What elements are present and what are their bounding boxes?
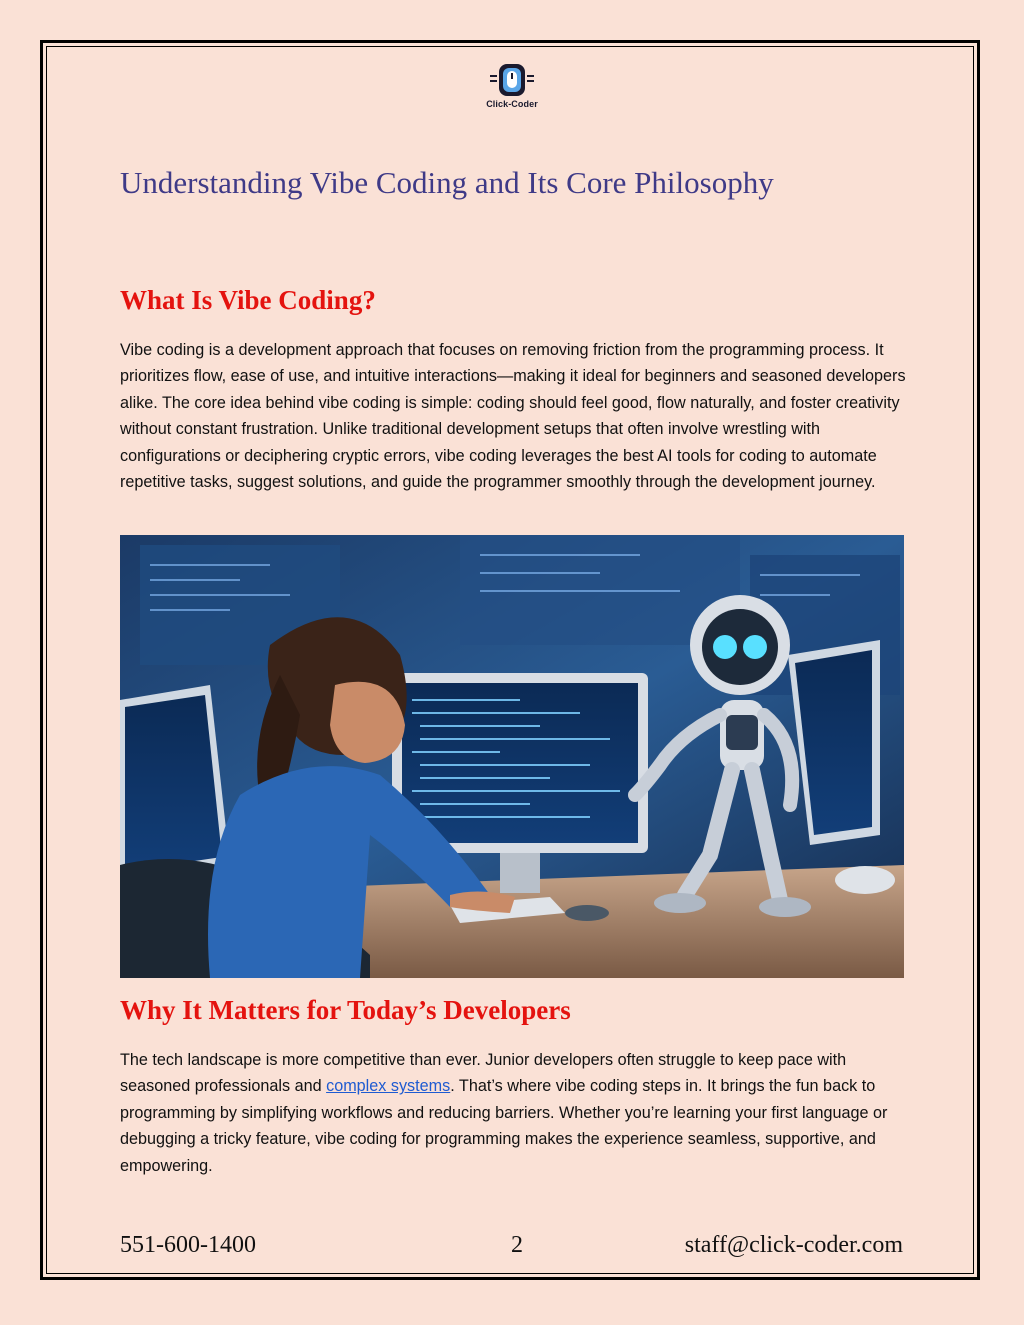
paragraph-text-before-link: The tech landscape is more competitive than ever. Junior developers often struggle to keep pace with seasoned professionals and bbox=[120, 1051, 847, 1096]
paragraph-text-after-link: . That’s where vibe coding steps in. It brings the fun back to programming by simplifying workflows and reducing barriers. Whether you’re learning your first language or debugging a tricky feature, vibe coding for programming makes the experience seamless, supportive, and empowering. bbox=[120, 1077, 888, 1175]
developer-with-robot-illustration bbox=[120, 535, 904, 978]
brand-logo bbox=[478, 62, 546, 122]
footer-page-number: 2 bbox=[511, 1232, 523, 1258]
mouse-logo-icon bbox=[489, 62, 535, 98]
hero-illustration bbox=[120, 535, 904, 978]
complex-systems-link[interactable]: complex systems bbox=[326, 1077, 451, 1096]
footer-phone: 551-600-1400 bbox=[120, 1232, 256, 1258]
section-heading-what-is: What Is Vibe Coding? bbox=[120, 285, 376, 315]
page-title: Understanding Vibe Coding and Its Core Philosophy bbox=[120, 165, 774, 200]
logo-text: Click-Coder bbox=[486, 99, 538, 109]
section-paragraph-what-is: Vibe coding is a development approach that focuses on removing friction from the programming process. It prioritizes flow, ease of use, and intuitive interactions—making it ideal for beginners and seasoned developers alike. The core idea behind vibe coding is simple: coding should feel good, flow naturally, and foster creativity without constant frustration. Unlike traditional development setups that often involve wrestling with configurations or deciphering cryptic errors, vibe coding leverages the best AI tools for coding to automate repetitive tasks, suggest solutions, and guide the programmer smoothly through the development journey. bbox=[120, 341, 906, 492]
section-heading-why-it-matters: Why It Matters for Today’s Developers bbox=[120, 995, 571, 1025]
section-paragraph-why-it-matters bbox=[120, 1047, 920, 1179]
footer-email: staff@click-coder.com bbox=[684, 1232, 903, 1258]
